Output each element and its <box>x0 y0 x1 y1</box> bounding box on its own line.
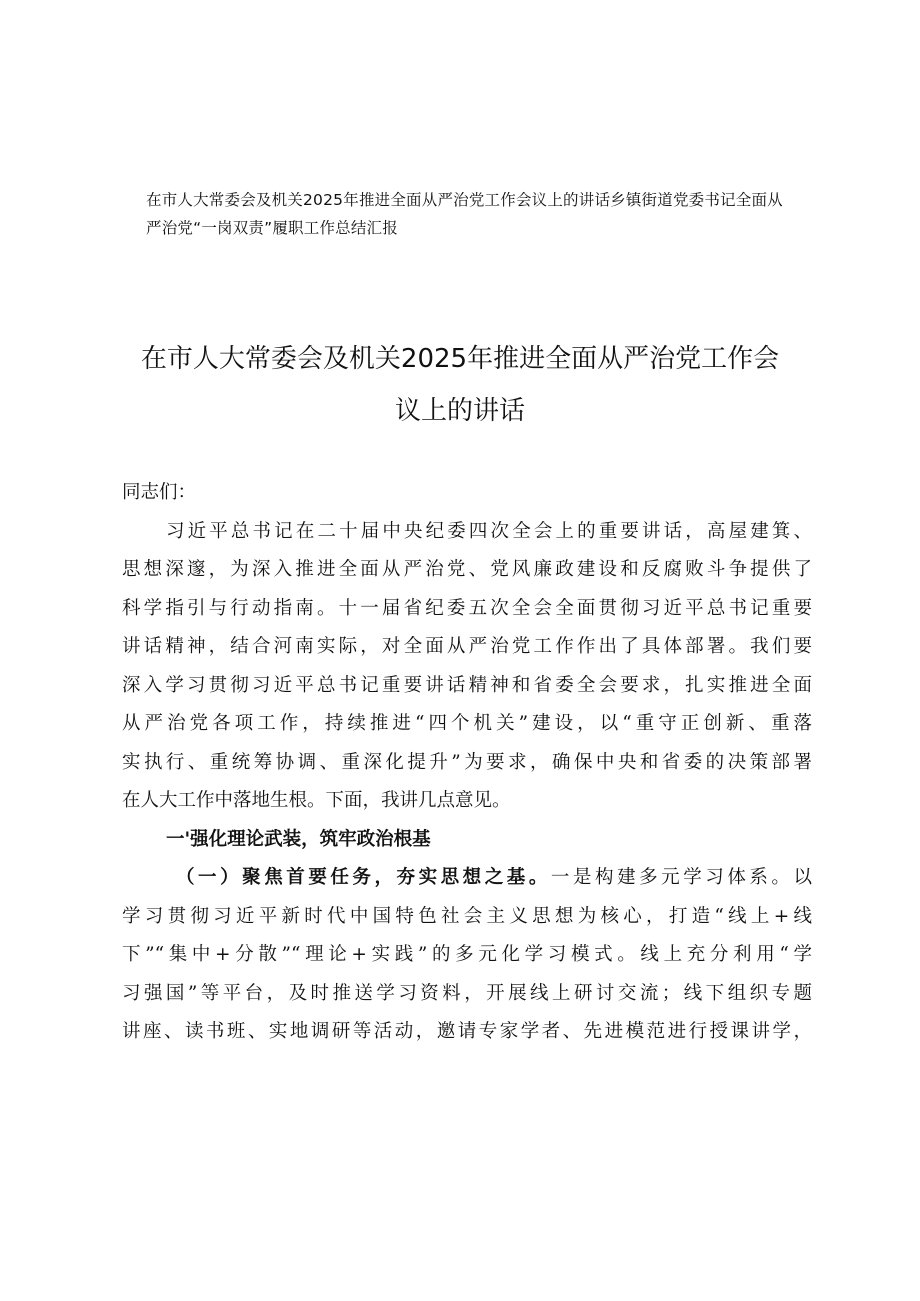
speech-body <box>122 474 812 1052</box>
header-title-line-2: 严治党“一岗双责”履职工作总结汇报 <box>146 219 398 237</box>
subsection-line-5: 讲座、读书班、实地调研等活动，邀请专家学者、先进模范进行授课讲学， <box>122 1021 812 1042</box>
speech-title-line-1: 在市人大常委会及机关2025年推进全面从严治党工作会 <box>140 344 780 374</box>
speech-title-line-2: 议上的讲话 <box>394 396 525 426</box>
subsection-first-line-rest: 一是构建多元学习体系。以 <box>550 867 812 888</box>
section-heading-1: 一'强化理论武装，筑牢政治根基 <box>166 828 431 850</box>
intro-line-1: 习近平总书记在二十届中央纪委四次全会上的重要讲话，高屋建箕、 <box>166 520 812 542</box>
intro-line-3: 科学指引与行动指南。十一届省纪委五次全会全面贯彻习近平总书记重要 <box>122 597 812 619</box>
intro-line-8: 在人大工作中落地生根。下面，我讲几点意见。 <box>122 790 511 811</box>
speech-title <box>130 333 790 437</box>
intro-line-4: 讲话精神，结合河南实际，对全面从严治党工作作出了具体部署。我们要 <box>122 636 812 657</box>
intro-line-6: 从严治党各项工作，持续推进“四个机关”建设，以“重守正创新、重落 <box>122 713 812 734</box>
header-title-line-1: 在市人大常委会及机关2025年推进全面从严治党工作会议上的讲话乡镇街道党委书记全面从 <box>146 191 783 209</box>
subsection-first-line <box>122 859 812 898</box>
subsection-line-3: 下”“集中+分散”“理论+实践”的多元化学习模式。线上充分利用“学 <box>122 944 812 965</box>
intro-line-2: 思想深邃，为深入推进全面从严治党、党风廉政建设和反腐败斗争提供了 <box>122 559 812 580</box>
subsection-lead: （一）聚焦首要任务，夯实思想之基。 <box>176 867 551 888</box>
intro-line-5: 深入学习贯彻习近平总书记重要讲话精神和省委全会要求，扎实推进全面 <box>122 674 812 696</box>
subsection-line-2: 学习贯彻习近平新时代中国特色社会主义思想为核心，打造“线上+线 <box>122 905 812 927</box>
intro-line-7: 实执行、重统筹协调、重深化提升”为要求，确保中央和省委的决策部署 <box>122 751 812 773</box>
greeting: 同志们： <box>122 482 197 503</box>
subsection-line-4: 习强国”等平台，及时推送学习资料，开展线上研讨交流；线下组织专题 <box>122 982 812 1004</box>
document-header-title <box>146 186 826 242</box>
